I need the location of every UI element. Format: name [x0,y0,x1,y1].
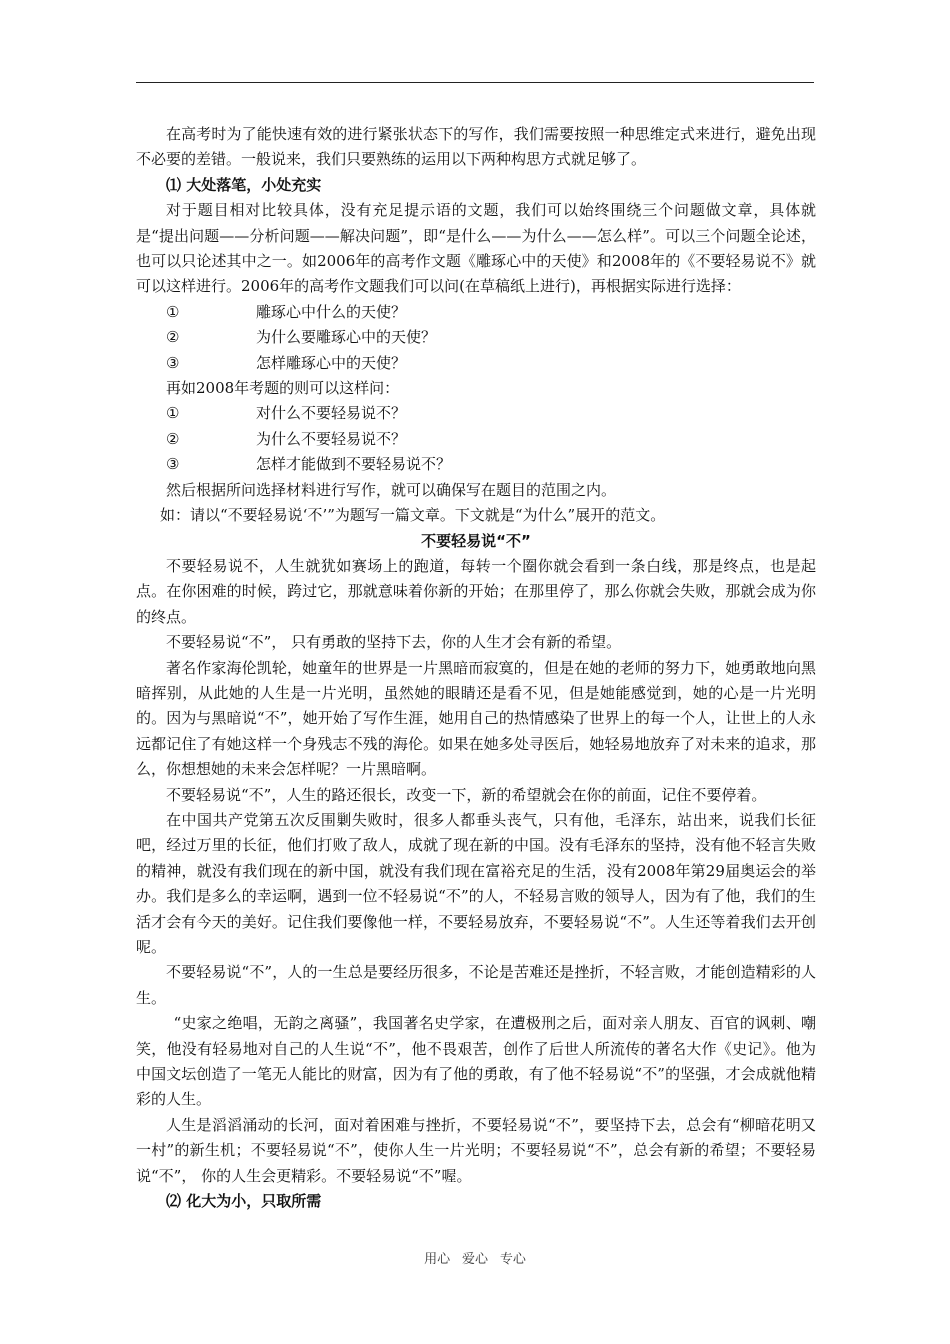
page-footer: 用心 爱心 专心 [424,1252,526,1267]
essay-paragraph-6: 不要轻易说“不”，人的一生总是要经历很多，不论是苦难还是挫折，不轻言败，才能创造精彩的人生。 [136,963,816,1007]
essay-paragraph-7: “史家之绝唱，无韵之离骚”，我国著名史学家，在遭极刑之后，面对亲人朋友、百官的讽刺、嘲笑，他没有轻易地对自己的人生说“不”，他不畏艰苦，创作了后世人所流传的著名大作《史记》。他为中国文坛创造了一笔无人能比的财富，因为有了他的勇敢，有了他不轻易说“不”的坚强，才会成就他精彩的人生。 [136,1014,816,1109]
list-item: ③ 怎样才能做到不要轻易说不？ [166,455,452,474]
list-item: ① 对什么不要轻易说不？ [166,404,407,423]
document-body [136,122,816,1214]
questions-2008-list [136,401,816,477]
essay-paragraph-4: 不要轻易说“不”，人生的路还很长，改变一下，新的希望就会在你的前面，记住不要停着。 [166,785,767,804]
list-item: ② 为什么不要轻易说不？ [166,429,407,448]
list-item: ② 为什么要雕琢心中的天使？ [166,328,437,347]
essay-title: 不要轻易说“不” [421,531,531,550]
example-paragraph: 如：请以“不要轻易说‘不’”为题写一篇文章。下文就是“为什么”展开的范文。 [160,506,666,525]
header-rule [136,82,814,83]
essay-paragraph-2: 不要轻易说“不”， 只有勇敢的坚持下去，你的人生才会有新的希望。 [166,633,622,652]
questions-2006-list [136,300,816,376]
essay-paragraph-1: 不要轻易说不，人生就犹如赛场上的跑道，每转一个圈你就会看到一条白线，那是终点，也是起点。在你困难的时候，跨过它，那就意味着你新的开始；在那里停了，那么你就会失败，那就会成为你的终点。 [136,556,816,626]
intro-paragraph: 在高考时为了能快速有效的进行紧张状态下的写作，我们需要按照一种思维定式来进行，避免出现不必要的差错。一般说来，我们只要熟练的运用以下两种构思方式就足够了。 [136,125,816,169]
lead-2008: 再如2008年考题的则可以这样问： [166,379,400,398]
section-1-heading: ⑴ 大处落笔，小处充实 [166,175,322,194]
essay-paragraph-3: 著名作家海伦凯轮，她童年的世界是一片黑暗而寂寞的，但是在她的老师的努力下，她勇敢地向黑暗挥别，从此她的人生是一片光明，虽然她的眼睛还是看不见，但是她能感觉到，她的心是一片光明的。因为与黑暗说“不”，她开始了写作生涯，她用自己的热情感染了世界上的每一个人，让世上的人永远都记住了有她这样一个身残志不残的海伦。如果在她多处寻医后，她轻易地放弃了对未来的追求，那么，你想想她的未来会怎样呢？一片黑暗啊。 [136,658,816,779]
section-2-heading: ⑵ 化大为小，只取所需 [166,1192,322,1211]
essay-paragraph-5: 在中国共产党第五次反围剿失败时，很多人都垂头丧气，只有他，毛泽东，站出来，说我们长征吧，经过万里的长征，他们打败了敌人，成就了现在新的中国。没有毛泽东的坚持，没有他不轻言失败的精神，就没有我们现在的新中国，就没有我们现在富裕充足的生活，没有2008年第29届奥运会的举办。我们是多么的幸运啊，遇到一位不轻易说“不”的人，不轻易言败的领导人，因为有了他，我们的生活才会有今天的美好。记住我们要像他一样，不要轻易放弃，不要轻易说“不”。人生还等着我们去开创呢。 [136,810,816,956]
list-item: ① 雕琢心中什么的天使？ [166,302,407,321]
list-item: ③ 怎样雕琢心中的天使？ [166,353,407,372]
section-1-paragraph: 对于题目相对比较具体，没有充足提示语的文题，我们可以始终围绕三个问题做文章，具体就是“提出问题——分析问题——解决问题”，即“是什么——为什么——怎么样”。可以三个问题全论述，也可以只论述其中之一。如2006年的高考作文题《雕琢心中的天使》和2008年的《不要轻易说不》就可以这样进行。2006年的高考作文题我们可以问(在草稿纸上进行)，再根据实际进行选择： [136,201,816,296]
after-paragraph: 然后根据所问选择材料进行写作，就可以确保写在题目的范围之内。 [166,480,617,499]
essay-paragraph-8: 人生是滔滔涌动的长河，面对着困难与挫折，不要轻易说“不”，要坚持下去，总会有“柳暗花明又一村”的新生机；不要轻易说“不”，使你人生一片光明；不要轻易说“不”，总会有新的希望；不要轻易说“不”， 你的人生会更精彩。不要轻易说“不”喔。 [136,1115,816,1185]
